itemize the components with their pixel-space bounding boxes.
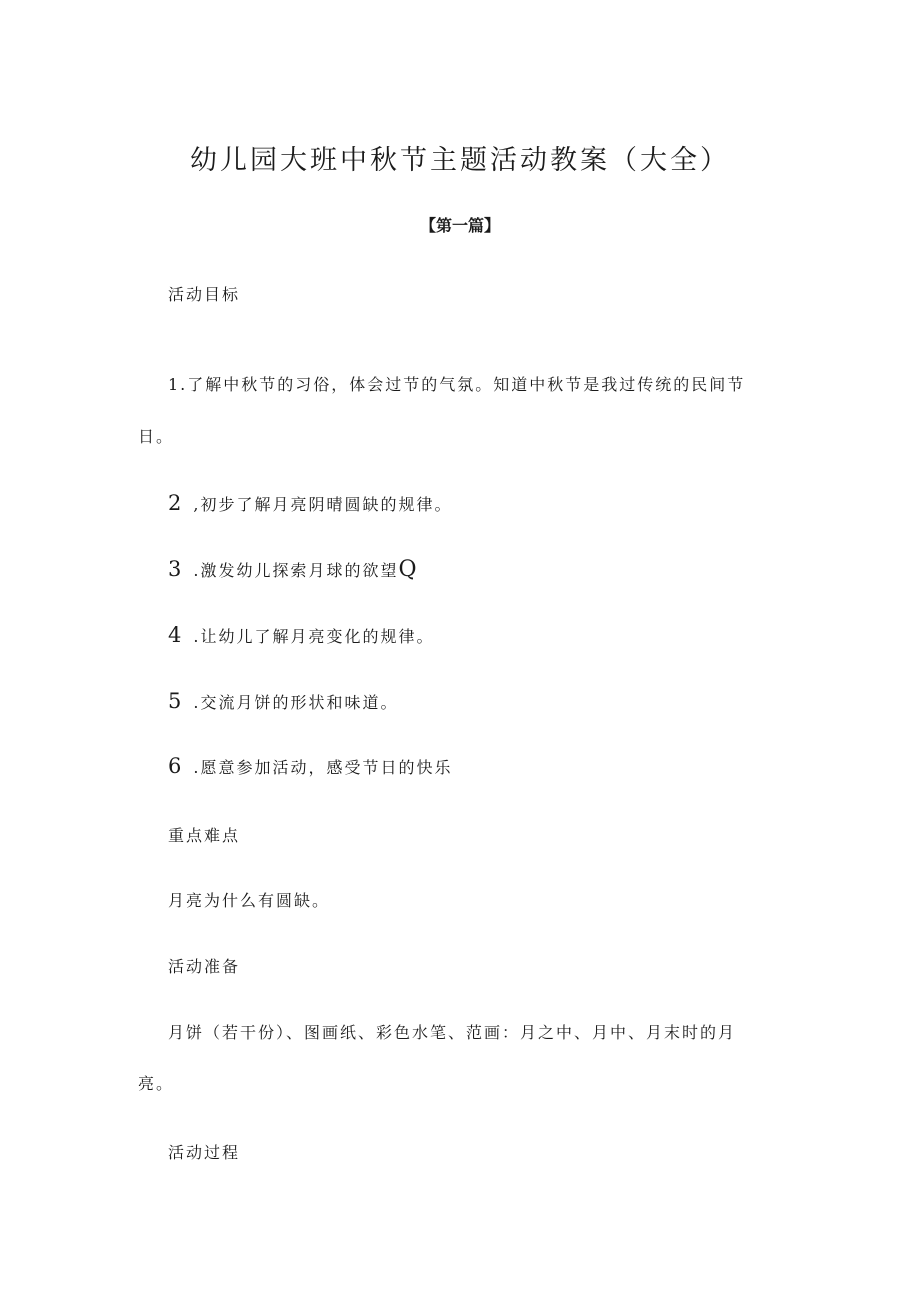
goal-3 bbox=[168, 557, 419, 582]
goal-6 bbox=[168, 754, 452, 778]
goal-4-number: 4 bbox=[168, 623, 184, 647]
document-title: 幼儿园大班中秋节主题活动教案（大全） bbox=[190, 145, 730, 176]
goal-2-number: 2 bbox=[168, 491, 184, 515]
goal-5-text: .交流月饼的形状和味道。 bbox=[193, 693, 399, 712]
goal-4-text: .让幼儿了解月亮变化的规律。 bbox=[193, 627, 435, 646]
preparation-heading: 活动准备 bbox=[168, 957, 241, 976]
goal-3-number: 3 bbox=[168, 557, 184, 581]
goal-1-line-1: 1.了解中秋节的习俗，体会过节的气氛。知道中秋节是我过传统的民间节 bbox=[168, 375, 746, 394]
section-heading: 【第一篇】 bbox=[419, 216, 500, 235]
goal-5 bbox=[168, 689, 398, 713]
preparation-line-1: 月饼（若干份）、图画纸、彩色水笔、范画：月之中、月中、月末时的月 bbox=[168, 1023, 737, 1042]
process-heading: 活动过程 bbox=[168, 1143, 241, 1162]
preparation-line-2: 亮。 bbox=[138, 1074, 175, 1093]
goal-6-text: .愿意参加活动，感受节日的快乐 bbox=[193, 758, 453, 777]
key-points-text: 月亮为什么有圆缺。 bbox=[168, 891, 331, 910]
goal-1-line-2: 日。 bbox=[138, 427, 175, 446]
key-points-heading: 重点难点 bbox=[168, 826, 241, 845]
goal-3-tail: Q bbox=[398, 557, 419, 582]
goal-4 bbox=[168, 623, 434, 647]
goal-5-number: 5 bbox=[168, 689, 184, 713]
goals-heading: 活动目标 bbox=[168, 285, 241, 304]
goal-6-number: 6 bbox=[168, 754, 184, 778]
goal-3-text: .激发幼儿探索月球的欲望 bbox=[193, 561, 399, 580]
goal-2-text: ,初步了解月亮阴晴圆缺的规律。 bbox=[193, 495, 453, 514]
goal-2 bbox=[168, 491, 452, 515]
